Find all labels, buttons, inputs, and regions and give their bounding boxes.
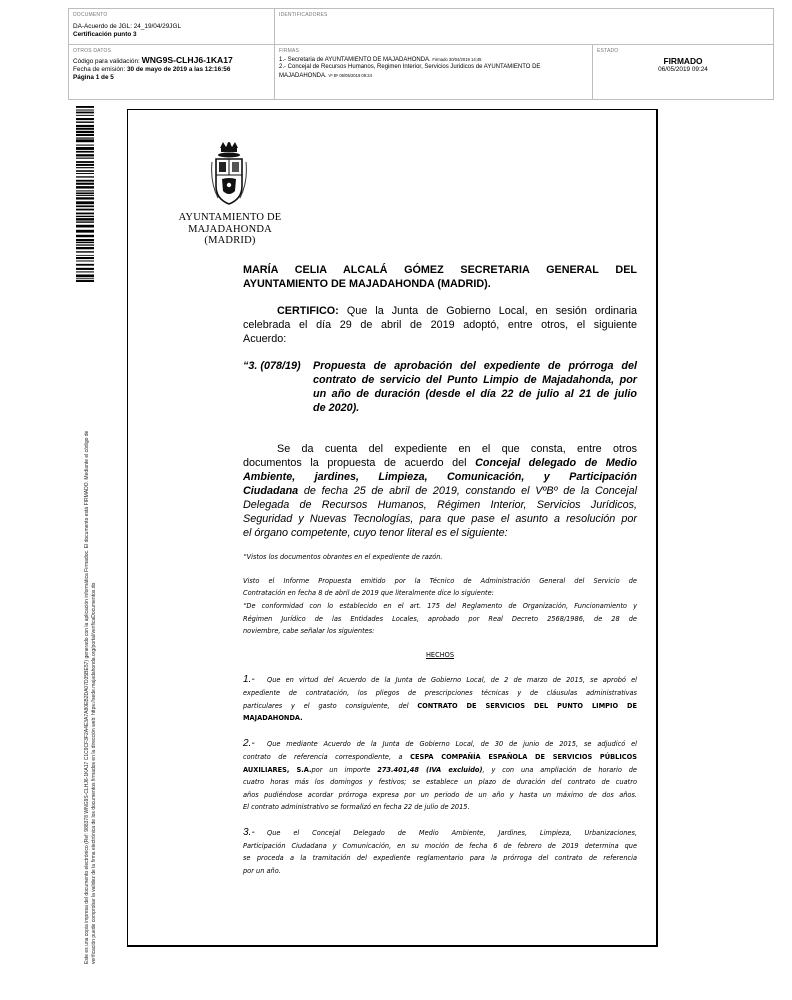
certifico-label: CERTIFICO: [277,305,339,317]
barcode-bar [76,221,94,222]
firma1-date: Firmado 30/04/2019 14:45 [432,57,482,62]
fecha-label: Fecha de emisión: [73,66,126,73]
p1-line7: el órgano competente, cuyo tenor literal es el siguiente: [243,527,508,539]
quote2-line3: “De conformidad con lo establecido en el art. 175 del Reglamento de Organización, Funcionamiento y [243,602,637,610]
barcode-bar [76,260,94,261]
barcode-bar [76,268,94,270]
barcode-bar [76,154,94,156]
barcode-bar [76,173,94,174]
firmas-cell [275,45,593,99]
side-verification-text [84,294,98,964]
quote2-line2: Contratación en fecha 8 de abril de 2019 que literalmente dice lo siguiente: [243,589,494,597]
firma2-date: Vº Bº 06/05/2019 09:24 [328,72,372,78]
barcode-bar [76,271,94,272]
barcode-bar [76,244,94,245]
firmas-label: FIRMAS [279,48,300,54]
p1-line4-text: de fecha 25 de abril de 2019, constando el VºBº de la Concejal [298,485,637,497]
barcode-bar [76,164,94,166]
barcode-image [76,106,94,282]
barcode-bar [76,167,94,168]
barcode-bar [76,197,94,199]
barcode-bar [76,213,94,215]
quote2-line5: noviembre, cabe señalar los siguientes: [243,627,375,635]
heading-line1: MARÍA CELIA ALCALÁ GÓMEZ SECRETARIA GENERAL DEL [243,264,637,276]
documento-cell [69,9,275,45]
p1-line4 [243,484,637,498]
h2-line2 [243,752,637,763]
barcode-bar [76,145,94,146]
barcode-bar [76,190,94,191]
barcode-bar [76,139,94,142]
h1-line3-text: particulares y el gasto consiguiente, del [243,702,418,710]
barcode-bar [76,109,94,110]
barcode-bar [76,205,94,207]
p1-line5: Delegada de Recursos Humanos, Régimen Interior, Servicios Jurídicos, [243,499,637,511]
barcode-bar [76,280,94,282]
barcode-bar [76,134,94,136]
h2-line5: años pudiéndose acordar prórroga expresa por un periodo de un año y hasta un máximo de dos años. [243,791,637,799]
p1-line2 [243,456,637,470]
barcode-bar [76,180,94,182]
barcode-bar [76,255,94,256]
h2-line1: Que mediante Acuerdo de la Junta de Gobierno Local, de 30 de junio de 2015, se adjudicó el [267,740,637,748]
side-text-line1: Este es una copia impresa del documento electrónico (Ref: 988378 WNG9S-CLHJ6-1KA17 C1C9CF3F2A4E3A7A80EB2DA07D35BE57) generado con la aplicación informática Firmadoc. El documento está FIRMADO. Mediante el código de [84,430,90,964]
barcode-bar [76,151,94,153]
barcode-bar [76,118,94,120]
barcode-bar [76,137,94,138]
barcode-bar [76,247,94,249]
letterhead [170,212,290,247]
h2-line3 [243,765,637,776]
barcode-bar [76,147,94,150]
coat-of-arms-icon [210,142,248,210]
document-header [68,8,774,100]
h2-line2-bold: CESPA COMPAÑÍA ESPAÑOLA DE SERVICIOS PÚBLICOS [410,753,637,761]
documento-label: DOCUMENTO [73,12,108,18]
codigo-label: Código para validación: [73,58,140,65]
barcode-bar [76,106,94,108]
h3-line3: se proceda a la tramitación del expediente reglamentario para la prórroga del contrato de referencia [243,854,637,862]
p1-line2-bold: Concejal delegado de Medio [475,457,638,469]
barcode-bar [76,235,94,237]
barcode-bar [76,186,94,188]
barcode-bar [76,121,94,122]
estado-date: 06/05/2019 09:24 [658,66,708,73]
barcode-bar [76,161,94,163]
barcode-bar [76,128,94,130]
codigo-value: WNG9S-CLHJ6-1KA17 [141,55,233,65]
item-title-line2: contrato de servicio del Punto Limpio de Majadahonda, por [313,374,637,386]
barcode-bar [76,131,94,133]
certifico-text1: Que la Junta de Gobierno Local, en sesión ordinaria [338,305,637,317]
side-text-line2: verificación puede comprobar la validez de la firma electrónica de los documentos firmados en la dirección web: https://sede.majadahonda.org/portal/verificaDocumentos.do [91,582,97,964]
p1-line6: Seguridad y Nuevas Tecnologías, para que pase el asunto a resolución por [243,513,637,525]
h1-line3 [243,701,637,712]
barcode-bar [76,218,94,220]
barcode-bar [76,158,94,159]
barcode-bar [76,230,94,233]
fecha-value: 30 de mayo de 2019 a las 12:16:56 [127,66,231,73]
firma2: 2.- Concejal de Recursos Humanos, Regimen Interior, Servicios Juridicos de AYUNTAMIENTO DE MAJADAHONDA. [279,64,541,79]
item-title-line3: un año de duración (desde el día 22 de julio al 21 de julio [313,388,637,400]
quote2-line1: Visto el Informe Propuesta emitido por la Técnico de Administración General del Servicio de [243,577,637,585]
certifico-line1 [243,304,637,318]
documento-line2: Certificación punto 3 [73,31,137,38]
item-title-line4: de 2020). [313,402,360,414]
barcode-bar [76,216,94,217]
firma1: 1.- Secretaria de AYUNTAMIENTO DE MAJADAHONDA. [279,57,431,63]
barcode-bar [76,192,94,194]
p1-line3: Ambiente, jardines, Limpieza, Comunicación, y Participación [243,471,637,483]
hechos-heading: HECHOS [425,651,455,659]
barcode-bar [76,274,94,277]
h1-num: 1.- [243,674,255,685]
letterhead-line1: AYUNTAMIENTO DE [178,212,282,223]
estado-value: FIRMADO [663,56,703,66]
otros-datos-cell [69,45,275,99]
barcode-bar [76,201,94,204]
h2-line4: cuatro horas más los domingos y festivos; se establece un plazo de duración del contrato de cuatro [243,778,637,786]
p1-line2-text: documentos la propuesta de acuerdo del [243,457,476,469]
p1-line4-bold: Ciudadana [243,485,299,497]
barcode-bar [76,112,94,114]
documento-line1: DA-Acuerdo de JGL: 24_19/04/29JGL [73,23,181,30]
h2-line3-text2: , y con una ampliación de horario de [482,766,637,774]
barcode-bar [76,195,94,196]
h2-num: 2.- [243,738,255,749]
h2-line3-text1: por un importe [311,766,378,774]
item-title-line1: Propuesta de aprobación del expediente de prórroga del [313,360,637,372]
barcode-bar [76,242,94,244]
h2-line2-text: contrato de referencia correspondiente, a [243,753,411,761]
certifico-line2: celebrada el día 29 de abril de 2019 adoptó, entre otros, el siguiente [243,319,637,331]
h3-line4: por un año. [243,867,281,875]
quote2-line4: Régimen Jurídico de las Entidades Locales, aprobado por Real Decreto 2568/1986, de 28 de [243,615,637,623]
barcode-bar [76,209,94,211]
p1-line1: Se da cuenta del expediente en el que consta, entre otros [277,443,637,455]
item-number: “3. (078/19) [243,360,301,372]
identificadores-cell [275,9,773,45]
barcode-bar [76,183,94,185]
h3-line1: Que el Concejal Delegado de Medio Ambiente, Jardines, Limpieza, Urbanizaciones, [267,829,637,837]
estado-cell [593,45,773,99]
h2-line3-bold2: 273.401,48 (IVA excluido) [377,766,483,774]
barcode-bar [76,225,94,228]
otros-datos-label: OTROS DATOS [73,48,112,54]
barcode-bar [76,170,94,172]
barcode-bar [76,239,94,241]
quote-line1: “Vistos los documentos obrantes en el expediente de razón. [243,553,443,561]
h1-line3-bold: CONTRATO DE SERVICIOS DEL PUNTO LIMPIO DE [417,702,638,710]
barcode-bar [76,251,94,252]
barcode-bar [76,176,94,177]
h3-line2: Participación Ciudadana y Comunicación, en su moción de fecha 6 de febrero de 2019 determina que [243,842,637,850]
barcode-bar [76,257,94,259]
pagina: Página 1 de 5 [73,74,114,81]
h1-line2: expediente de contratación, los pliegos de prescripciones técnicas y de cláusulas administrativas [243,689,637,697]
h3-num: 3.- [243,827,255,838]
barcode-bar [76,278,94,279]
barcode-bar [76,125,94,127]
estado-label: ESTADO [597,48,619,54]
h2-line3-bold1: AUXILIARES, S.A. [243,766,312,774]
heading-line2: AYUNTAMIENTO DE MAJADAHONDA (MADRID). [243,278,491,290]
h1-line4: MAJADAHONDA. [243,714,303,722]
barcode-bar [76,115,94,116]
identificadores-label: IDENTIFICADORES [279,12,328,18]
certifico-line3: Acuerdo: [243,333,287,345]
h1-line1: Que en virtud del Acuerdo de la Junta de Gobierno Local, de 2 de marzo de 2015, se aprobó el [267,676,637,684]
h2-line6: El contrato administrativo se formalizó en fecha 22 de julio de 2015. [243,803,470,811]
barcode-bar [76,264,94,266]
letterhead-line2: MAJADAHONDA [188,223,272,235]
letterhead-line3: (MADRID) [204,235,256,246]
